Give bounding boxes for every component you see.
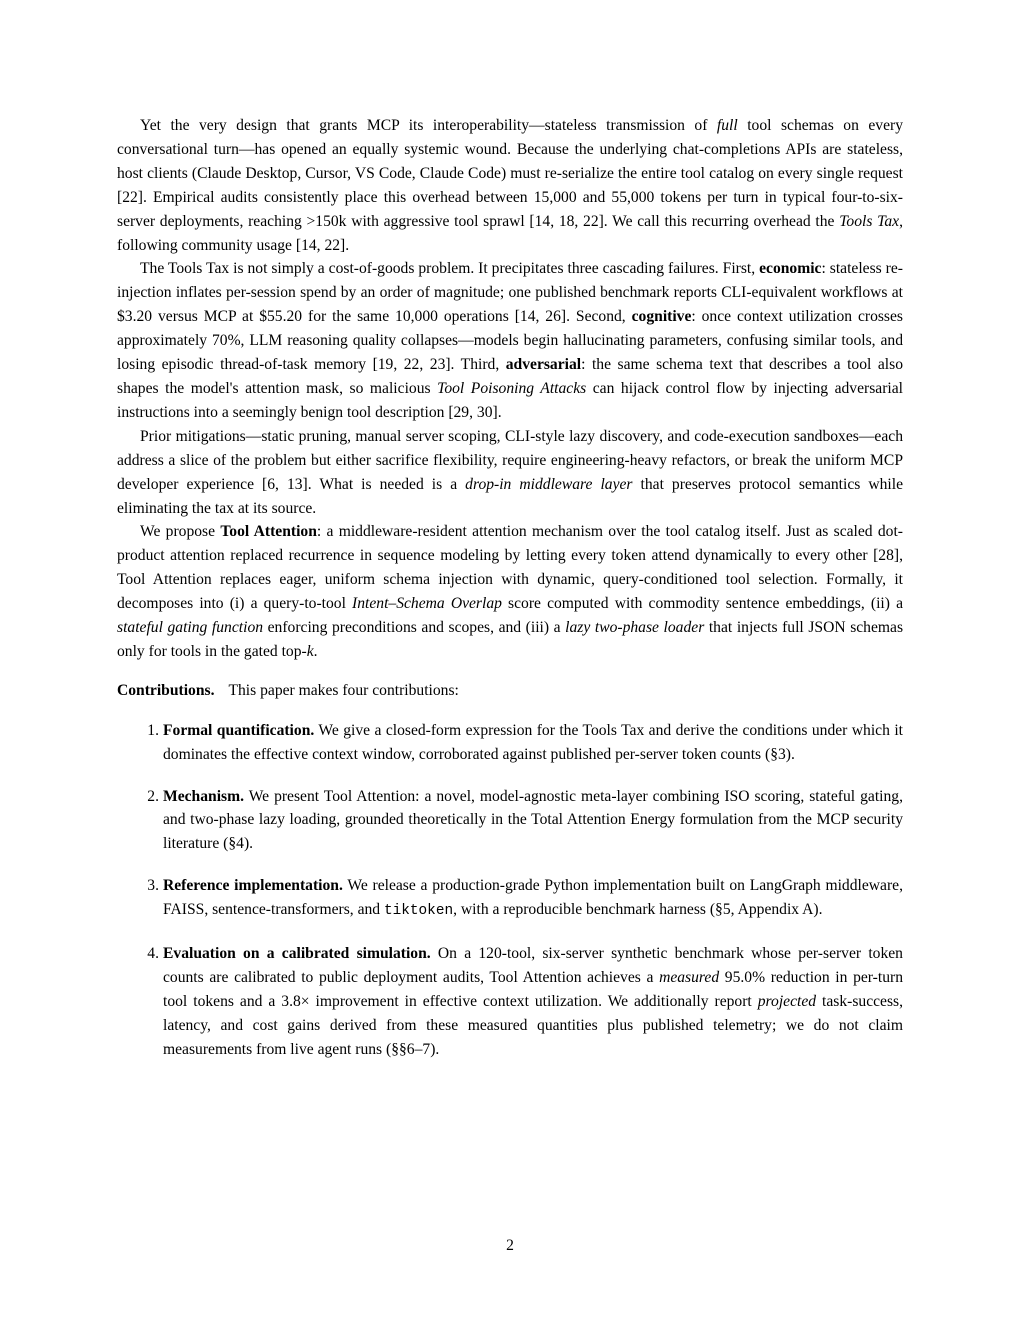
italic-run: drop-in middleware layer xyxy=(465,475,633,493)
bold-run: Evaluation on a calibrated simulation. xyxy=(163,945,431,963)
contributions-list xyxy=(117,719,903,1062)
contribution-item xyxy=(117,942,903,1062)
contribution-item xyxy=(117,719,903,767)
text-run: can hijack control flow by injecting adversarial instructions into a seemingly benign tool description [29, 30]. xyxy=(117,379,903,421)
math-symbol-run: k xyxy=(306,642,314,660)
text-run: , following community usage [14, 22]. xyxy=(117,212,904,254)
text-run: task-success, latency, and cost gains derived from these measured quantities plus published telemetry; we do not claim measurements from live agent runs (§§6–7). xyxy=(163,992,903,1058)
text-run: : a middleware-resident attention mechanism over the tool catalog itself. Just as scaled dot-product attention replaced recurrence in sequence modeling by letting every token attend dynamically to every other [28], Tool Attention replaces eager, uniform schema injection with dynamic, query-conditioned tool selection. Formally, it decomposes into (i) a query-to-tool xyxy=(117,523,903,613)
italic-run: Tool Poisoning Attacks xyxy=(437,379,587,397)
text-run: Prior mitigations—static pruning, manual server scoping, CLI-style lazy discovery, and code-execution sandboxes—each address a slice of the problem but either sacrifice flexibility, require engineering-heavy refactors, or break the uniform MCP developer experience [6, 13]. What is needed is a xyxy=(117,427,903,493)
contributions-heading xyxy=(117,664,903,703)
bold-run: Mechanism. xyxy=(163,787,244,805)
italic-run: stateful gating function xyxy=(117,619,264,637)
page-number: 2 xyxy=(506,1237,514,1254)
text-run: We present Tool Attention: a novel, model-agnostic meta-layer combining ISO scoring, stateful gating, and two-phase lazy loading, grounded theoretically in the Total Attention Energy formulation from the MCP security literature (§4). xyxy=(163,787,903,853)
bold-run: economic xyxy=(759,260,822,278)
body-paragraph xyxy=(117,114,903,257)
contributions-heading-label: Contributions. xyxy=(117,681,215,699)
text-run: . xyxy=(313,642,318,660)
bold-run: Reference implementation. xyxy=(163,877,343,895)
code-run: tiktoken xyxy=(384,903,454,920)
text-run: , with a reproducible benchmark harness (§5, Appendix A). xyxy=(453,901,823,919)
contributions-heading-text: This paper makes four contributions: xyxy=(228,681,459,699)
body-paragraphs xyxy=(117,114,903,664)
italic-run: measured xyxy=(659,969,720,986)
italic-run: full xyxy=(716,117,738,134)
bold-run: Formal quantification. xyxy=(163,721,315,739)
text-run: We propose xyxy=(140,523,221,541)
text-run: score computed with commodity sentence embeddings, (ii) a xyxy=(501,595,903,613)
contribution-item xyxy=(117,785,903,857)
italic-run: lazy two-phase loader xyxy=(565,619,705,637)
bold-run: adversarial xyxy=(505,356,582,374)
text-run: : the same schema text that describes a tool also shapes the model's attention mask, so malicious xyxy=(117,356,903,397)
italic-run: Tools Tax xyxy=(839,212,900,230)
text-run: On a 120-tool, six-server synthetic benchmark whose per-server token counts are calibrated to public deployment audits, Tool Attention achieves a xyxy=(163,945,903,986)
text-run: enforcing preconditions and scopes, and (iii) a xyxy=(263,619,566,637)
body-paragraph xyxy=(117,520,903,663)
text-run: : stateless re-injection inflates per-session spend by an order of magnitude; one published benchmark reports CLI-equivalent workflows at $3.20 versus MCP at $55.20 for the same 10,000 operations [14, 26]. Second, xyxy=(117,260,903,326)
text-run: We release a production-grade Python implementation built on LangGraph middleware, FAISS, sentence-transformers, and xyxy=(163,877,903,919)
text-run: that preserves protocol semantics while eliminating the tax at its source. xyxy=(117,475,903,517)
contribution-item xyxy=(117,874,903,924)
bold-run: cognitive xyxy=(631,308,692,326)
text-run: We give a closed-form expression for the Tools Tax and derive the conditions under which it dominates the effective context window, corroborated against published per-server token counts (§3). xyxy=(163,721,903,763)
body-paragraph xyxy=(117,425,903,521)
text-run: 95.0% reduction in per-turn tool tokens and a 3.8× improvement in effective context utilization. We additionally report xyxy=(163,969,903,1010)
italic-run: Intent–Schema Overlap xyxy=(352,595,502,613)
text-run: that injects full JSON schemas only for tools in the gated top- xyxy=(117,619,904,660)
text-run: : once context utilization crosses approximately 70%, LLM reasoning quality collapses—models begin hallucinating parameters, confusing similar tools, and losing episodic thread-of-task memory [19, 22, 23]. Third, xyxy=(117,308,903,374)
body-paragraph xyxy=(117,257,903,424)
text-run: The Tools Tax is not simply a cost-of-goods problem. It precipitates three cascading failures. First, xyxy=(140,260,760,278)
text-run: Yet the very design that grants MCP its interoperability—stateless transmission of xyxy=(140,117,717,134)
italic-run: projected xyxy=(757,992,817,1010)
text-run: tool schemas on every conversational turn—has opened an equally systemic wound. Because the underlying chat-completions APIs are stateless, host clients (Claude Desktop, Cursor, VS Code, Claude Code) must re-serialize the entire tool catalog on every single request [22]. Empirical audits consistently place this overhead between 15,000 and 55,000 tokens per turn in typical four-to-six-server deployments, reaching >150k with aggressive tool sprawl [14, 18, 22]. We call this recurring overhead the xyxy=(117,117,903,230)
bold-run: Tool Attention xyxy=(220,523,317,541)
page-text-block xyxy=(117,114,903,1062)
